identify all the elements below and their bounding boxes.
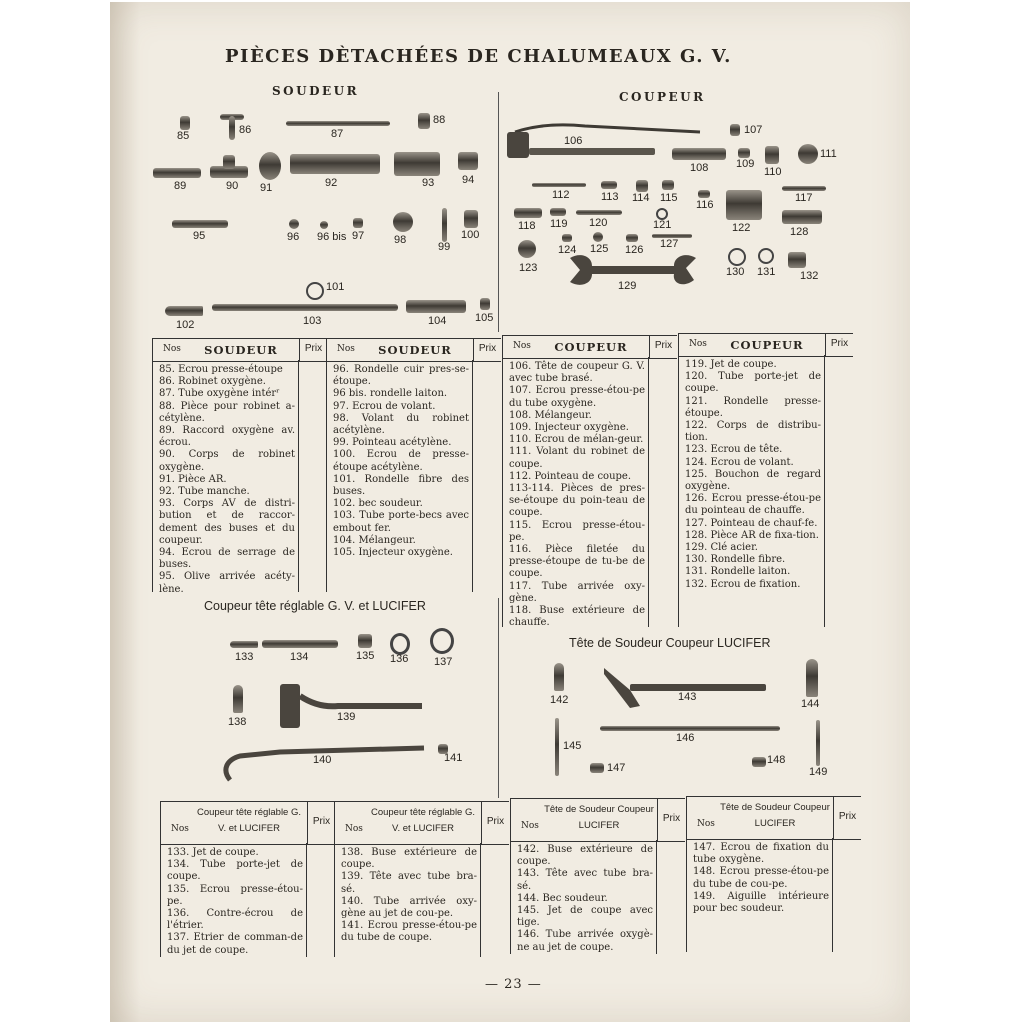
table-heading: COUPEUR — [554, 340, 628, 354]
part-label: 96 — [287, 231, 300, 243]
part-label: 110 — [764, 166, 782, 178]
part-label: 124 — [558, 244, 577, 256]
part-label: 130 — [726, 266, 745, 278]
part-96-illustration — [289, 219, 299, 229]
table-row: 96 bis. rondelle laiton. — [333, 388, 448, 400]
part-93-illustration — [394, 152, 440, 176]
part-99-illustration — [442, 208, 447, 242]
part-label: 85 — [177, 130, 190, 142]
part-label: 119 — [550, 218, 568, 230]
table-row: 134. Tube porte-jet de coupe. — [167, 859, 303, 883]
part-102-illustration — [165, 306, 203, 316]
table-row: 94. Ecrou de serrage de buses. — [159, 547, 295, 571]
table-row: 139. Tête avec tube bra-sé. — [341, 871, 477, 895]
table-row: 132. Ecrou de fixation. — [685, 578, 801, 590]
table-soudeur-2 — [326, 338, 501, 592]
table-heading: Tête de Soudeur Coupeur LUCIFER — [720, 802, 830, 829]
table-row: 125. Bouchon de regard oxygène. — [685, 468, 821, 493]
table-row: 110. Ecrou de mélan-geur. — [509, 434, 644, 446]
part-142-illustration — [554, 663, 564, 691]
part-98-illustration — [393, 212, 413, 232]
part-label: 90 — [226, 180, 239, 192]
table-row: 135. Ecrou presse-étou-pe. — [167, 883, 303, 907]
part-126-illustration — [626, 234, 638, 242]
part-label: 87 — [331, 128, 344, 140]
part-label: 139 — [337, 711, 356, 723]
table-row: 99. Pointeau acétylène. — [333, 437, 452, 449]
part-label: 136 — [390, 653, 409, 665]
table-no-header: Nos — [337, 344, 355, 354]
part-label: 109 — [736, 158, 755, 170]
part-132-illustration — [788, 252, 806, 268]
part-label: 147 — [607, 762, 626, 774]
table-row: 143. Tête avec tube bra-sé. — [517, 868, 653, 892]
part-label: 120 — [589, 217, 608, 229]
table-soudeur-1 — [152, 338, 327, 595]
part-label: 107 — [744, 124, 763, 136]
part-106-illustration — [505, 118, 705, 168]
table-coupeur-2 — [678, 333, 853, 627]
table-row: 122. Corps de distribu-tion. — [685, 420, 821, 444]
table-gv-lucifer-2 — [334, 801, 509, 957]
part-95-illustration — [172, 220, 228, 228]
part-label: 125 — [590, 243, 609, 255]
part-107-illustration — [730, 124, 740, 136]
table-row: 118. Buse extérieure de chauffe. — [509, 605, 645, 629]
part-label: 97 — [352, 230, 365, 242]
table-row: 89. Raccord oxygène av. écrou. — [159, 425, 295, 449]
part-144-illustration — [806, 659, 818, 697]
part-label: 131 — [757, 266, 776, 278]
part-label: 103 — [303, 315, 322, 327]
part-94-illustration — [458, 152, 478, 170]
part-147-illustration — [590, 763, 604, 773]
part-label: 113 — [601, 191, 619, 203]
part-128-illustration — [782, 210, 822, 224]
table-row: 142. Buse extérieure de coupe. — [517, 844, 653, 868]
part-130-illustration — [728, 248, 746, 266]
table-no-header: Nos — [513, 341, 531, 351]
part-label: 111 — [820, 148, 837, 160]
part-122-illustration — [726, 190, 762, 220]
part-label: 117 — [795, 192, 813, 204]
table-row: 147. Ecrou de fixation du tube oxygène. — [693, 842, 829, 866]
part-label: 132 — [800, 270, 819, 282]
part-123-illustration — [518, 240, 536, 258]
part-85-illustration — [180, 116, 190, 130]
table-prix-header: Prix — [825, 334, 853, 356]
table-row: 123. Ecrou de tête. — [685, 444, 783, 456]
table-row: 120. Tube porte-jet de coupe. — [685, 371, 821, 395]
part-label: 138 — [228, 716, 247, 728]
part-133-illustration — [230, 641, 258, 648]
table-row: 85. Ecrou presse-étoupe — [159, 364, 283, 375]
table-tete-lucifer-1 — [510, 798, 685, 954]
table-row: 105. Injecteur oxygène. — [333, 547, 453, 559]
table-row: 92. Tube manche. — [159, 486, 250, 498]
part-96bis-illustration — [320, 221, 328, 229]
part-label: 104 — [428, 315, 447, 327]
table-row: 141. Ecrou presse-étou-pe du tube de coupe. — [341, 920, 477, 944]
table-row: 116. Pièce filetée du presse-étoupe de tu-be de coupe. — [509, 544, 645, 580]
table-row: 107. Ecrou presse-étou-pe du tube oxygène. — [509, 385, 645, 409]
part-89-illustration — [153, 168, 201, 178]
part-103-illustration — [212, 304, 398, 311]
table-prix-header: Prix — [649, 336, 677, 358]
table-prix-header: Prix — [299, 339, 327, 361]
table-row: 97. Ecrou de volant. — [333, 400, 436, 412]
table-heading: SOUDEUR — [378, 343, 452, 357]
part-label: 126 — [625, 244, 644, 256]
table-heading: Coupeur tête réglable G. V. et LUCIFER — [370, 807, 476, 834]
part-label: 86 — [239, 124, 252, 136]
table-row: 128. Pièce AR de fixa-tion. — [685, 529, 819, 541]
table-row: 136. Contre-écrou de l'étrier. — [167, 908, 303, 932]
part-label: 108 — [690, 162, 709, 174]
table-no-header: Nos — [697, 819, 715, 829]
part-label: 148 — [767, 754, 786, 766]
part-108-illustration — [672, 148, 726, 160]
part-86-stem — [229, 116, 235, 140]
section-label-gv-lucifer: Coupeur tête réglable G. V. et LUCIFER — [204, 599, 426, 613]
table-row: 131. Rondelle laiton. — [685, 566, 791, 578]
part-label: 121 — [653, 219, 672, 231]
table-no-header: Nos — [521, 821, 539, 831]
part-109-illustration — [738, 148, 750, 158]
part-149-illustration — [816, 720, 820, 766]
part-138-illustration — [233, 685, 243, 713]
part-97-illustration — [353, 218, 363, 228]
table-row: 144. Bec soudeur. — [517, 892, 608, 904]
part-label: 95 — [193, 230, 206, 242]
table-row: 124. Ecrou de volant. — [685, 456, 794, 468]
table-row: 119. Jet de coupe. — [685, 359, 777, 370]
table-row: 111. Volant du robinet de coupe. — [509, 446, 645, 470]
part-118-illustration — [514, 208, 542, 218]
part-label: 114 — [632, 192, 650, 204]
part-label: 102 — [176, 319, 195, 331]
part-101-illustration — [306, 282, 324, 300]
table-row: 93. Corps AV de distri-bution et de raccor-dement des buses et du coupeur. — [159, 498, 295, 546]
table-no-header: Nos — [171, 824, 189, 834]
part-label: 128 — [790, 226, 809, 238]
table-row: 103. Tube porte-becs avec embout fer. — [333, 510, 469, 534]
table-prix-header: Prix — [657, 799, 685, 841]
part-119-illustration — [550, 208, 566, 216]
table-row: 145. Jet de coupe avec tige. — [517, 905, 653, 929]
part-label: 143 — [678, 691, 697, 703]
part-label: 142 — [550, 694, 569, 706]
table-row: 149. Aiguille intérieure pour bec soudeur. — [693, 890, 829, 915]
part-136-illustration — [390, 633, 410, 655]
table-row: 90. Corps de robinet oxygène. — [159, 449, 295, 473]
part-label: 149 — [809, 766, 828, 778]
part-label: 133 — [235, 651, 254, 663]
part-145-illustration — [555, 718, 559, 776]
table-row: 117. Tube arrivée oxy-gène. — [509, 580, 645, 604]
part-label: 92 — [325, 177, 338, 189]
part-label: 112 — [552, 189, 570, 201]
part-92-illustration — [290, 154, 380, 174]
part-label: 94 — [462, 174, 475, 186]
table-row: 108. Mélangeur. — [509, 409, 592, 421]
part-label: 122 — [732, 222, 751, 234]
table-row: 137. Etrier de comman-de du jet de coupe. — [167, 932, 303, 956]
table-tete-lucifer-2 — [686, 796, 861, 952]
part-139-illustration — [278, 682, 426, 732]
part-137-illustration — [430, 628, 454, 654]
part-111-illustration — [798, 144, 818, 164]
table-row: 140. Tube arrivée oxy-gène au jet de cou-pe. — [341, 895, 477, 920]
table-prix-header: Prix — [481, 802, 509, 844]
page-title: PIÈCES DÈTACHÉES DE CHALUMEAUX G. V. — [225, 46, 732, 67]
part-label: 146 — [676, 732, 695, 744]
part-label: 99 — [438, 241, 451, 253]
part-label: 91 — [260, 182, 273, 194]
table-heading: Coupeur tête réglable G. V. et LUCIFER — [196, 807, 302, 834]
part-91-illustration — [259, 152, 281, 180]
table-no-header: Nos — [689, 339, 707, 349]
table-row: 148. Ecrou presse-étou-pe du tube de cou-pe. — [693, 866, 829, 890]
part-label: 145 — [563, 740, 582, 752]
table-prix-header: Prix — [307, 802, 335, 844]
part-135-illustration — [358, 634, 372, 648]
table-row: 112. Pointeau de coupe. — [509, 470, 632, 482]
table-row: 127. Pointeau de chauf-fe. — [685, 517, 818, 529]
part-label: 129 — [618, 280, 637, 292]
table-coupeur-1 — [502, 335, 677, 627]
table-row: 115. Ecrou presse-étou-pe. — [509, 519, 645, 543]
table-row: 101. Rondelle fibre des buses. — [333, 473, 469, 498]
part-label: 116 — [696, 199, 714, 211]
table-row: 106. Tête de coupeur G. V. avec tube brasé. — [509, 361, 645, 385]
part-146-illustration — [600, 726, 780, 731]
table-row: 100. Ecrou de presse-étoupe acétylène. — [333, 449, 469, 473]
part-label: 144 — [801, 698, 820, 710]
part-113-illustration — [601, 181, 617, 189]
part-label: 127 — [660, 238, 679, 250]
table-row: 113-114. Pièces de pres-se-étoupe du poin-teau de coupe. — [509, 483, 645, 519]
table-row: 109. Injecteur oxygène. — [509, 422, 629, 434]
table-row: 88. Pièce pour robinet a-cétylène. — [159, 400, 295, 424]
part-134-illustration — [262, 640, 338, 648]
table-prix-header: Prix — [473, 339, 501, 361]
part-label: 123 — [519, 262, 538, 274]
table-row: 126. Ecrou presse-étou-pe du pointeau de chauffe. — [685, 493, 821, 517]
part-148-illustration — [752, 757, 766, 767]
part-87-illustration — [286, 121, 390, 126]
part-90-branch — [223, 155, 235, 169]
part-117-illustration — [782, 186, 826, 191]
part-label: 96 bis — [317, 231, 347, 243]
part-label: 105 — [475, 312, 494, 324]
part-114-illustration — [636, 180, 648, 192]
part-label: 141 — [444, 752, 463, 764]
part-116-illustration — [698, 190, 710, 198]
part-88-illustration — [418, 113, 430, 129]
table-row: 95. Olive arrivée acéty-lène. — [159, 571, 295, 595]
part-104-illustration — [406, 300, 466, 313]
part-105-illustration — [480, 298, 490, 310]
part-label: 115 — [660, 192, 678, 204]
part-label: 140 — [313, 754, 332, 766]
part-label: 100 — [461, 229, 480, 241]
table-row: 87. Tube oxygène intérʳ — [159, 388, 280, 400]
page-fold-shadow — [110, 2, 140, 1022]
part-120-illustration — [576, 210, 622, 215]
table-row: 102. bec soudeur. — [333, 498, 423, 510]
section-label-tete-lucifer: Tête de Soudeur Coupeur LUCIFER — [569, 636, 771, 650]
part-125-illustration — [593, 232, 603, 242]
column-divider — [498, 92, 499, 332]
table-row: 129. Clé acier. — [685, 542, 758, 554]
page-number: — 23 — — [485, 977, 542, 992]
table-row: 86. Robinet oxygène. — [159, 376, 266, 388]
part-115-illustration — [662, 180, 674, 190]
part-124-illustration — [562, 234, 572, 242]
table-row: 104. Mélangeur. — [333, 534, 416, 546]
table-heading: COUPEUR — [730, 338, 804, 352]
column-divider-lower — [498, 598, 499, 798]
table-row: 121. Rondelle presse-étoupe. — [685, 395, 821, 419]
part-label: 106 — [564, 135, 583, 147]
table-no-header: Nos — [163, 344, 181, 354]
part-131-illustration — [758, 248, 774, 264]
part-label: 137 — [434, 656, 453, 668]
table-gv-lucifer-1 — [160, 801, 335, 957]
table-heading: SOUDEUR — [204, 343, 278, 357]
part-label: 118 — [518, 220, 536, 232]
part-label: 88 — [433, 114, 446, 126]
part-label: 101 — [326, 281, 345, 293]
table-row: 96. Rondelle cuir pres-se-étoupe. — [333, 364, 469, 388]
table-row: 130. Rondelle fibre. — [685, 554, 786, 566]
table-row: 98. Volant du robinet acétylène. — [333, 412, 469, 437]
table-row: 91. Pièce AR. — [159, 473, 227, 485]
section-label-soudeur: SOUDEUR — [272, 84, 360, 98]
table-row: 138. Buse extérieure de coupe. — [341, 847, 477, 871]
table-heading: Tête de Soudeur Coupeur LUCIFER — [544, 804, 654, 831]
section-label-coupeur: COUPEUR — [619, 90, 706, 104]
table-row: 146. Tube arrivée oxygè-ne au jet de coupe. — [517, 929, 653, 953]
part-112-illustration — [532, 183, 586, 187]
part-label: 93 — [422, 177, 435, 189]
part-label: 135 — [356, 650, 375, 662]
table-row: 133. Jet de coupe. — [167, 847, 259, 858]
part-110-illustration — [765, 146, 779, 164]
part-label: 98 — [394, 234, 407, 246]
part-100-illustration — [464, 210, 478, 228]
table-no-header: Nos — [345, 824, 363, 834]
part-label: 89 — [174, 180, 187, 192]
part-label: 134 — [290, 651, 309, 663]
table-prix-header: Prix — [833, 797, 861, 839]
